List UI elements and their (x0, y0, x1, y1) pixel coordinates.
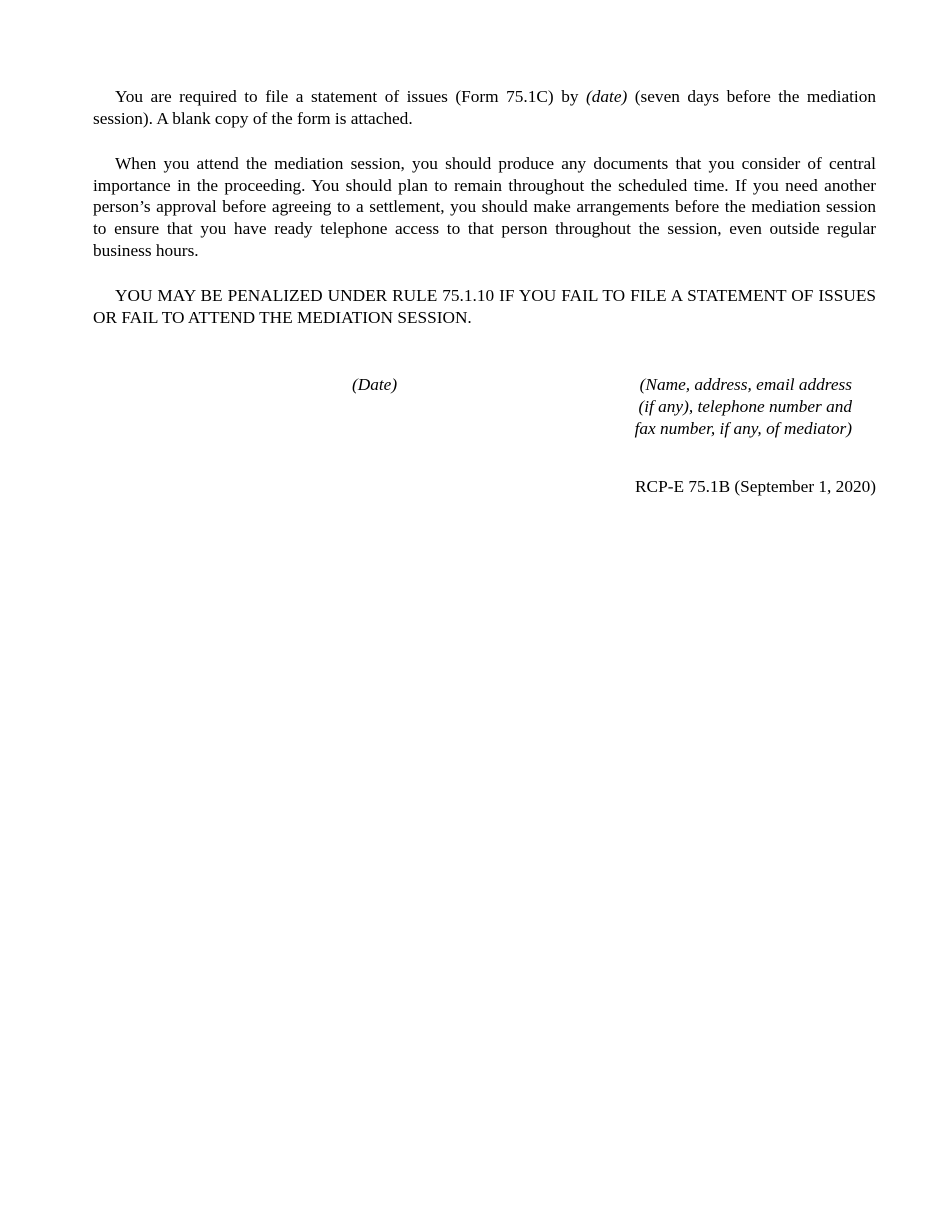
date-label: (Date) (352, 375, 398, 395)
statement-of-issues-paragraph (93, 86, 876, 129)
mediator-line-1: (Name, address, email address (639, 375, 852, 395)
mediator-details-label (635, 374, 852, 439)
penalty-warning-paragraph: YOU MAY BE PENALIZED UNDER RULE 75.1.10 IF YOU FAIL TO FILE A STATEMENT OF ISSUES OR FAIL TO ATTEND THE MEDIATION SESSION. (93, 286, 876, 327)
date-placeholder: (date) (586, 87, 628, 106)
signature-block (93, 374, 876, 514)
mediator-line-3: fax number, if any, of mediator) (634, 418, 852, 438)
paragraph-text-start: You are required to file a statement of issues (Form 75.1C) by (115, 87, 586, 106)
document-page (93, 86, 876, 514)
mediator-line-2: (if any), telephone number and (638, 396, 852, 416)
paragraph-text-end: (seven days before the mediation session). A blank copy of the form is attached. (93, 87, 876, 128)
form-identifier: RCP-E 75.1B (September 1, 2020) (635, 477, 876, 497)
attendance-paragraph: When you attend the mediation session, you should produce any documents that you consider of central importance in the proceeding. You should plan to remain throughout the scheduled time. If you need another person’s approval before agreeing to a settlement, you should make arrangements before the mediation session to ensure that you have ready telephone access to that person throughout the session, even outside regular business hours. (93, 154, 876, 260)
